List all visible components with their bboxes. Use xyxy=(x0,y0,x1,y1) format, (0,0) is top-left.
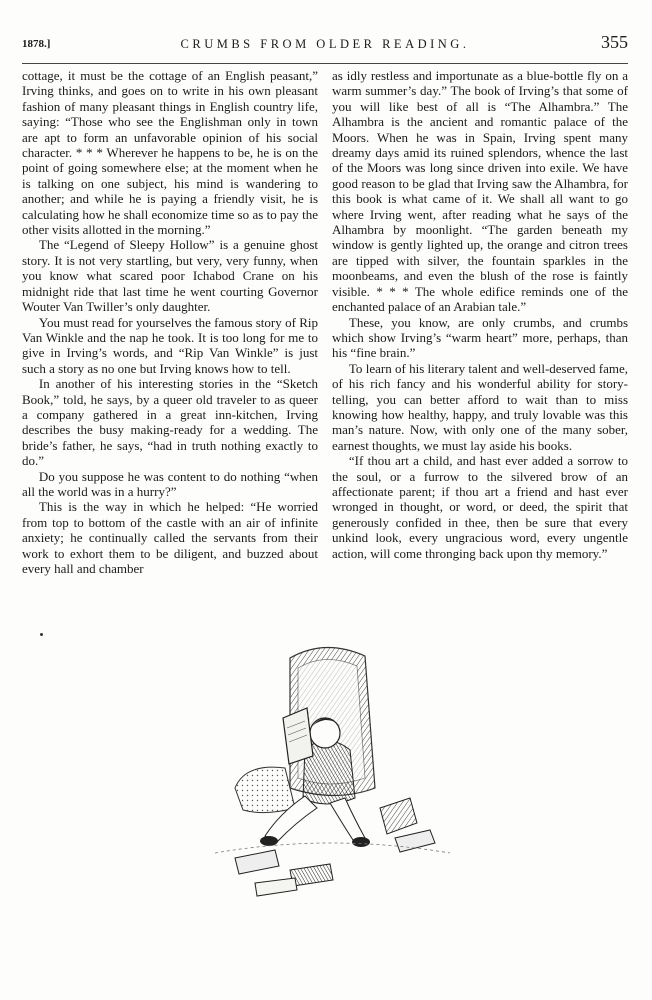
stray-dot xyxy=(40,633,43,636)
paragraph: as idly restless and importunate as a blue-bottle fly on a warm summer’s day.” The book of Irving’s that some of you will like best of all is “The Alhambra.” The Alhambra is the ancient and romantic palace of the Moors. When he was in Spain, Irving spent many dreamy days amid its ruined splendors, whence the last of the Moors was long since driven into exile. We have good reason to be glad that Irving saw the Alhambra, for this book is what came of it. We shall all want to go where Irving went, after reading what he says of the Alhambra by moonlight. “The garden beneath my window is gently lighted up, the orange and citron trees are tipped with silver, the fountain sparkles in the moonbeams, and even the blush of the rose is faintly visible. * * * The whole edifice reminds one of the enchanted palace of an Arabian tale.” xyxy=(332,68,628,315)
paragraph: cottage, it must be the cottage of an English peasant,” Irving thinks, and goes on to write in his own pleasant fashion of many pleasant things in English country life, saying: “Those who see the Englishman only in town are apt to form an unfavorable opinion of his social character. * * * Wherever he happens to be, he is on the point of going somewhere else; at the moment when he is talking on one subject, his mind is wandering to another; and while he is paying a friendly visit, he is calculating how he shall economize time so as to pay the other visits allotted in the morning.” xyxy=(22,68,318,238)
page-number: 355 xyxy=(601,32,628,52)
paragraph: “If thou art a child, and hast ever added a sorrow to the soul, or a furrow to the silvered brow of an affectionate parent; if thou art a friend and hast ever wronged in thought, or word, or deed, the spirit that generously confided in thee, then be sure that every unkind look, every ungracious word, every ungentle action, will come thronging back upon thy memory.” xyxy=(332,453,628,561)
illustration-boy-reading-in-chair xyxy=(195,638,465,913)
paragraph: In another of his interesting stories in the “Sketch Book,” told, he says, by a queer old traveler to as queer a company gathered in a great inn-kitchen, Irving describes the busy making-ready for a wedding. The bride’s father, he says, “had in truth nothing exactly to do.” xyxy=(22,376,318,469)
right-column xyxy=(332,68,628,561)
paragraph: Do you suppose he was content to do nothing “when all the world was in a hurry?” xyxy=(22,468,318,499)
paragraph: These, you know, are only crumbs, and crumbs which show Irving’s “warm heart” more, perhaps, than his “fine brain.” xyxy=(332,314,628,361)
running-title: CRUMBS FROM OLDER READING. xyxy=(180,37,470,51)
header-rule xyxy=(22,63,628,64)
paragraph: This is the way in which he helped: “He worried from top to bottom of the castle with an air of infinite anxiety; he continually called the servants from their work to exhort them to be diligent, and buzzed about every hall and chamber xyxy=(22,499,318,576)
left-column xyxy=(22,68,318,576)
paragraph: The “Legend of Sleepy Hollow” is a genuine ghost story. It is not very startling, but very, very funny, when you know what scared poor Ichabod Crane on his midnight ride that last time he went courting Governor Wouter Van Twiller’s only daughter. xyxy=(22,237,318,315)
header-year: 1878.] xyxy=(22,38,51,50)
page-header xyxy=(22,30,628,60)
paragraph: You must read for yourselves the famous story of Rip Van Winkle and the nap he took. It is too long for me to give in Irving’s words, and “Rip Van Winkle” is just such a story as no one but Irving knows how to tell. xyxy=(22,314,318,376)
paragraph: To learn of his literary talent and well-deserved fame, of his rich fancy and his wonderful ability for story-telling, you can better afford to wait than to miss knowing how healthy, happy, and truly lovable was this man’s nature. Now, with only one of the many sober, earnest thoughts, we must lay aside his books. xyxy=(332,360,628,453)
